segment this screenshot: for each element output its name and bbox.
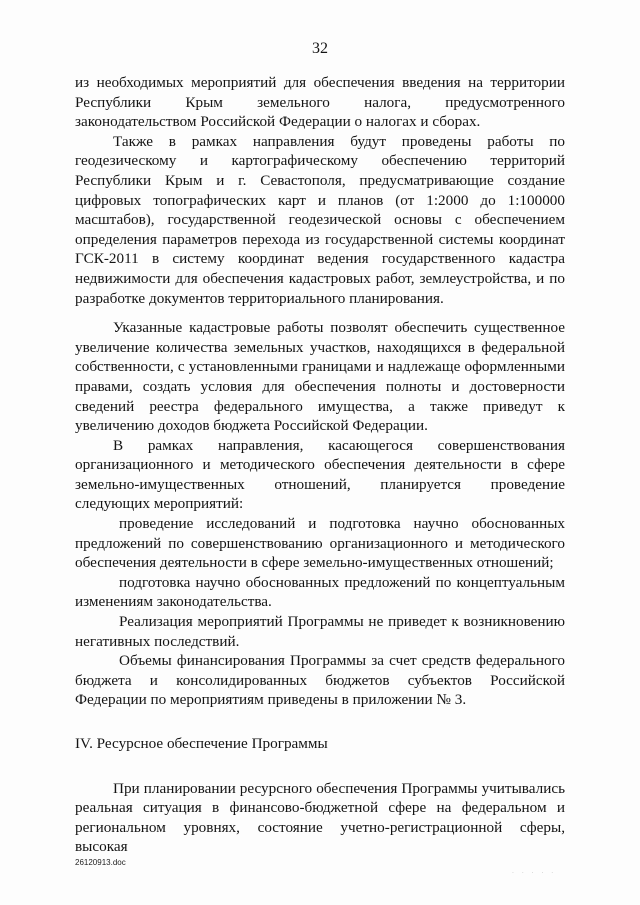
list-item-legislation: подготовка научно обоснованных предложений по концептуальным изменениям законодательства. — [75, 573, 565, 611]
document-body — [75, 73, 565, 857]
paragraph-no-negative-consequences: Реализация мероприятий Программы не приведет к возникновению негативных последствий. — [75, 613, 565, 650]
paragraph-continuation: из необходимых мероприятий для обеспечения введения на территории Республики Крым земельного налога, предусмотренного законодательством Российской Федерации о налогах и сборах. — [75, 74, 565, 131]
section-heading: IV. Ресурсное обеспечение Программы — [75, 735, 328, 752]
page-number: 32 — [312, 40, 328, 57]
list-item-research: проведение исследований и подготовка научно обоснованных предложений по совершенствованию организационного и методического обеспечения деятельности в сфере земельно-имущественных отношений; — [75, 515, 565, 572]
document-footer: 26120913.doc — [75, 858, 126, 867]
paragraph-resource-planning: При планировании ресурсного обеспечения Программы учитывались реальная ситуация в финансово-бюджетной сфере на федеральном и региональном уровнях, состояние учетно-регистрационной сферы, высокая — [75, 779, 565, 856]
paragraph-cartography: Также в рамках направления будут проведены работы по геодезическому и картографическому обеспечению территорий Республики Крым и г. Севастополя, предусматривающие создание цифровых топографических карт и планов (от 1:2000 до 1:100000 масштабов), государственной геодезической основы с обеспечением определения параметров перехода из государственной системы координат ГСК-2011 в систему координат ведения государственного кадастра недвижимости для обеспечения кадастровых работ, землеустройства, и по разработке документов территориального планирования. — [75, 132, 565, 307]
paragraph-financing: Объемы финансирования Программы за счет средств федерального бюджета и консолидированных бюджетов субъектов Российской Федерации по мероприятиям приведены в приложении № 3. — [75, 652, 565, 709]
paragraph-methodical-direction: В рамках направления, касающегося совершенствования организационного и методического обеспечения деятельности в сфере земельно-имущественных отношений, планируется проведение следующих мероприятий: — [75, 436, 565, 513]
paragraph-cadastral-works: Указанные кадастровые работы позволят обеспечить существенное увеличение количества земельных участков, находящихся в федеральной собственности, с установленными границами и надлежаще оформленными правами, создать условия для обеспечения полноты и достоверности сведений реестра федерального имущества, а также приведут к увеличению доходов бюджета Российской Федерации. — [75, 319, 565, 435]
scan-noise: · · · · · — [512, 870, 557, 877]
